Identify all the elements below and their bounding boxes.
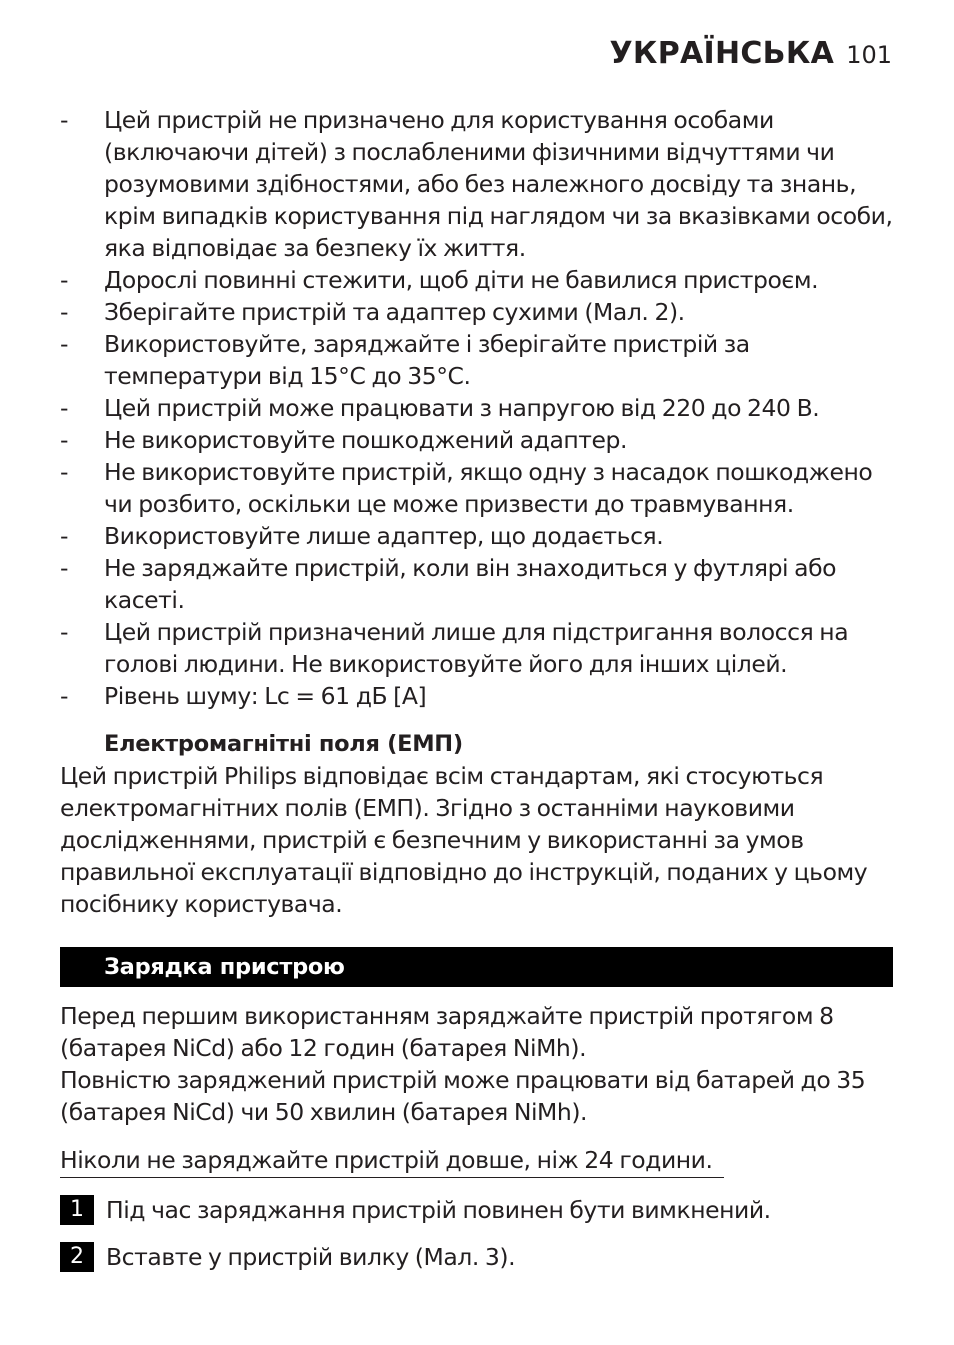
bullet-item (60, 104, 900, 264)
charging-warning: Ніколи не заряджайте пристрій довше, ніж 24 години. (60, 1144, 724, 1178)
bullet-dash: - (60, 106, 69, 134)
charging-paragraph-1: Перед першим використанням заряджайте пристрій протягом 8 (батарея NiCd) або 12 годин (батарея NiMh). (60, 1002, 834, 1062)
bullet-item (60, 456, 900, 520)
bullet-text: Дорослі повинні стежити, щоб діти не бавилися пристроєм. (104, 266, 819, 294)
bullet-text: Цей пристрій може працювати з напругою від 220 до 240 В. (104, 394, 820, 422)
bullet-dash: - (60, 554, 69, 582)
bullet-text: Зберігайте пристрій та адаптер сухими (Мал. 2). (104, 298, 685, 326)
step-text: Під час заряджання пристрій повинен бути вимкнений. (106, 1196, 771, 1224)
bullet-text: Використовуйте лише адаптер, що додається. (104, 522, 664, 550)
bullet-item (60, 264, 900, 296)
bullet-dash: - (60, 682, 69, 710)
bullet-dash: - (60, 618, 69, 646)
bullet-dash: - (60, 458, 69, 486)
bullet-dash: - (60, 394, 69, 422)
bullet-item (60, 424, 900, 456)
bullet-text: Не використовуйте пристрій, якщо одну з насадок пошкоджено чи розбито, оскільки це може призвести до травмування. (104, 458, 873, 518)
page-header (609, 36, 892, 71)
charging-paragraphs (60, 1000, 900, 1128)
page-number: 101 (846, 41, 892, 69)
bullet-item (60, 616, 900, 680)
bullet-item (60, 520, 900, 552)
bullet-item (60, 680, 900, 712)
step-item (60, 1194, 771, 1226)
step-item (60, 1241, 515, 1273)
charging-paragraph-2: Повністю заряджений пристрій може працювати від батарей до 35 (батарея NiCd) чи 50 хвилин (батарея NiMh). (60, 1066, 866, 1126)
bullet-item (60, 296, 900, 328)
step-text: Вставте у пристрій вилку (Мал. 3). (106, 1243, 516, 1271)
bullet-item (60, 328, 900, 392)
bullet-text: Цей пристрій призначений лише для підстригання волосся на голові людини. Не використовуйте його для інших цілей. (104, 618, 849, 678)
bullet-item (60, 392, 900, 424)
bullet-dash: - (60, 522, 69, 550)
section-title: Зарядка пристрою (104, 954, 345, 980)
step-number-badge: 2 (60, 1242, 94, 1272)
bullet-dash: - (60, 426, 69, 454)
step-number-badge: 1 (60, 1195, 94, 1225)
bullet-text: Цей пристрій не призначено для користування особами (включаючи дітей) з послабленими фізичними відчуттями чи розумовими здібностями, або без належного досвіду та знань, крім випадків користування під наглядом чи за вказівками особи, яка відповідає за безпеку їх життя. (104, 106, 893, 262)
safety-bullet-list (60, 104, 900, 712)
bullet-text: Не використовуйте пошкоджений адаптер. (104, 426, 628, 454)
bullet-dash: - (60, 266, 69, 294)
bullet-item (60, 552, 900, 616)
emf-paragraph: Цей пристрій Philips відповідає всім стандартам, які стосуються електромагнітних полів (ЕМП). Згідно з останніми науковими дослідженнями, пристрій є безпечним у використанні за умов правильної експлуатації відповідно до інструкцій, поданих у цьому посібнику користувача. (60, 762, 868, 918)
bullet-text: Не заряджайте пристрій, коли він знаходиться у футлярі або касеті. (104, 554, 837, 614)
bullet-dash: - (60, 330, 69, 358)
section-header-bar (60, 947, 893, 987)
emf-heading: Електромагнітні поля (ЕМП) (104, 731, 463, 757)
bullet-dash: - (60, 298, 69, 326)
language-title: УКРАЇНСЬКА (609, 36, 835, 71)
bullet-text: Використовуйте, заряджайте і зберігайте пристрій за температури від 15°C до 35°C. (104, 330, 750, 390)
bullet-text: Рівень шуму: Lc = 61 дБ [A] (104, 682, 427, 710)
